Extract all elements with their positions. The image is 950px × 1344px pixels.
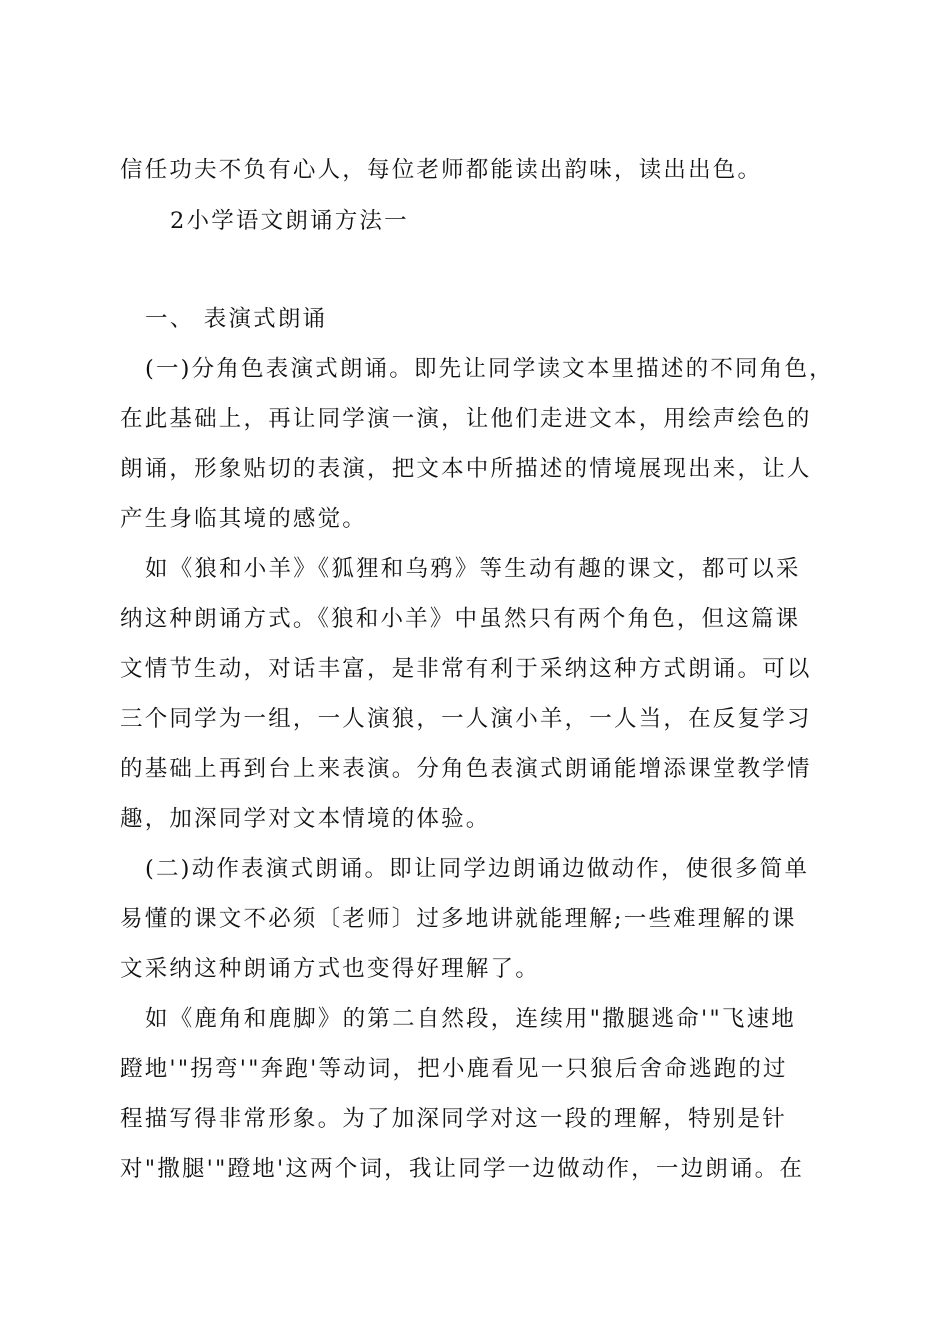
paragraph-line: 蹬地'"拐弯'"奔跑'等动词，把小鹿看见一只狼后舍命逃跑的过 <box>120 1056 788 1082</box>
subsection-heading: 一、 表演式朗诵 <box>145 306 328 332</box>
paragraph-line: 的基础上再到台上来表演。分角色表演式朗诵能增添课堂教学情 <box>120 756 812 782</box>
paragraph-line: (二)动作表演式朗诵。即让同学边朗诵边做动作，使很多简单 <box>145 856 810 882</box>
text-line: 信任功夫不负有心人，每位老师都能读出韵味，读出出色。 <box>120 157 763 183</box>
paragraph-line: 如《鹿角和鹿脚》的第二自然段，连续用"撒腿逃命'"飞速地 <box>145 1006 796 1032</box>
paragraph-line: 如《狼和小羊》《狐狸和乌鸦》等生动有趣的课文，都可以采 <box>145 556 801 582</box>
paragraph-line: 在此基础上，再让同学演一演，让他们走进文本，用绘声绘色的 <box>120 406 812 432</box>
paragraph-line: 产生身临其境的感觉。 <box>120 506 368 532</box>
paragraph-line: 文情节生动，对话丰富，是非常有利于采纳这种方式朗诵。可以 <box>120 656 812 682</box>
section-heading: 2小学语文朗诵方法一 <box>170 208 409 234</box>
paragraph-line: 对"撒腿'"蹬地'这两个词，我让同学一边做动作，一边朗诵。在 <box>120 1156 805 1182</box>
paragraph-line: 易懂的课文不必须〔老师〕过多地讲就能理解;一些难理解的课 <box>120 906 797 932</box>
paragraph-line: 趣，加深同学对文本情境的体验。 <box>120 806 491 832</box>
paragraph-line: 三个同学为一组，一人演狼，一人演小羊，一人当，在反复学习 <box>120 706 812 732</box>
paragraph-line: 纳这种朗诵方式。《狼和小羊》中虽然只有两个角色，但这篇课 <box>120 606 801 632</box>
paragraph-line: 文采纳这种朗诵方式也变得好理解了。 <box>120 956 540 982</box>
paragraph-line: 程描写得非常形象。为了加深同学对这一段的理解，特别是针 <box>120 1106 787 1132</box>
paragraph-line: 朗诵，形象贴切的表演，把文本中所描述的情境展现出来，让人 <box>120 456 812 482</box>
paragraph-line: (一)分角色表演式朗诵。即先让同学读文本里描述的不同角色， <box>145 356 834 382</box>
